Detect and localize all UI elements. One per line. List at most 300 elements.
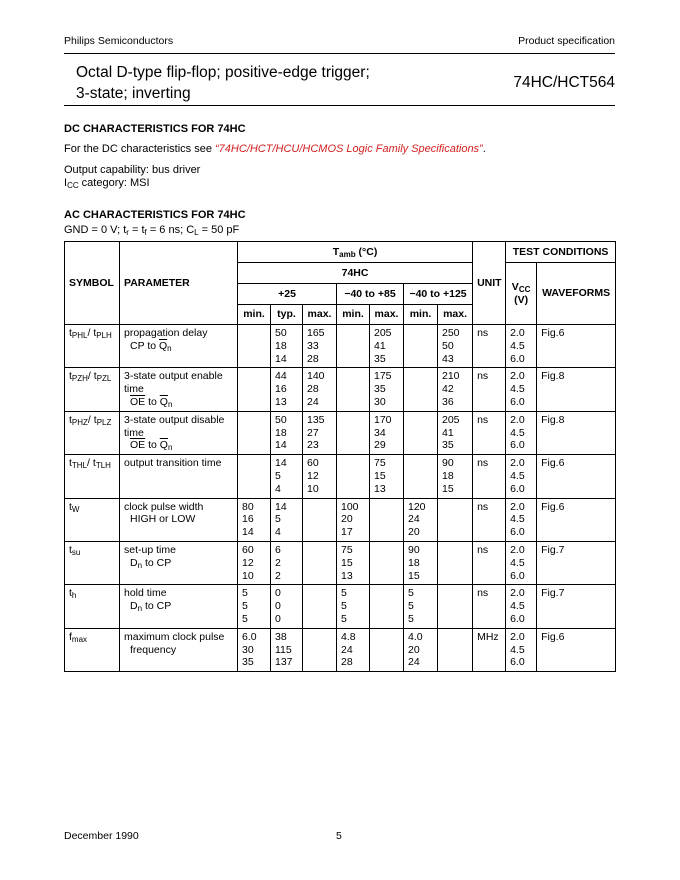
- cell-value: 5: [242, 600, 248, 613]
- param-text: set-up time: [124, 543, 176, 556]
- col-max-25: max.: [303, 305, 337, 325]
- cell-value: 10: [242, 569, 254, 582]
- cell-max-25: [303, 411, 337, 454]
- cell-max-85: [370, 628, 404, 671]
- d-sub: n: [137, 560, 143, 570]
- cell-symbol: [65, 628, 120, 671]
- cell-value: 6.0: [510, 612, 525, 625]
- cell-value: 20: [408, 526, 420, 539]
- cell-value: 175: [374, 370, 392, 383]
- sym-sub: PLH: [96, 331, 112, 340]
- cell-waveform[interactable]: Fig.8: [537, 411, 616, 454]
- cell-value: 2.0: [510, 587, 525, 600]
- cell-value: 0: [275, 587, 281, 600]
- cell-max-85: [370, 498, 404, 541]
- cell-value: 5: [408, 612, 414, 625]
- cell-value: 14: [275, 500, 287, 513]
- sym-sub: TLH: [95, 461, 111, 471]
- cell-unit: ns: [473, 498, 506, 541]
- cell-value: 5: [341, 587, 347, 600]
- cell-max-125: [438, 455, 473, 498]
- cell-value: 27: [307, 426, 319, 439]
- sym: t: [69, 413, 72, 426]
- cell-vcc: [506, 585, 537, 628]
- cell-value: 6.0: [510, 352, 525, 365]
- cell-value: 5: [275, 513, 281, 526]
- cell-value: 6: [275, 543, 281, 556]
- cell-value: 4.5: [510, 339, 525, 352]
- cell-value: 75: [374, 457, 386, 470]
- cell-max-125: [438, 368, 473, 411]
- cell-typ-25: [271, 411, 303, 454]
- cell-max-25: [303, 541, 337, 584]
- sym: t: [69, 543, 72, 556]
- cell-min-85: [337, 585, 370, 628]
- cell-value: 4.5: [510, 643, 525, 656]
- cell-value: 35: [374, 383, 386, 396]
- cell-min-125: [404, 455, 438, 498]
- cell-min-25: [238, 368, 271, 411]
- cell-value: 5: [341, 612, 347, 625]
- sym: t: [93, 413, 97, 426]
- cell-max-25: [303, 628, 337, 671]
- dc-intro-end: .: [482, 143, 486, 155]
- cell-value: 15: [408, 569, 420, 582]
- col-t85: −40 to +85: [337, 284, 404, 305]
- cell-value: 6.0: [510, 482, 525, 495]
- cell-value: 6.0: [510, 439, 525, 452]
- table-row: [65, 411, 616, 454]
- tamb-prefix: T: [332, 245, 340, 258]
- cell-unit: ns: [473, 325, 506, 368]
- cell-value: 17: [341, 526, 353, 539]
- to-cp: to CP: [142, 556, 172, 569]
- cell-value: 0: [275, 600, 281, 613]
- cell-min-85: [337, 541, 370, 584]
- cell-value: 4.5: [510, 426, 525, 439]
- cell-value: 14: [275, 439, 287, 452]
- sym-sub: h: [71, 591, 77, 601]
- icc-category: [64, 176, 150, 190]
- param-detail: [124, 439, 172, 452]
- cell-parameter: [120, 498, 238, 541]
- table-row: [65, 455, 616, 498]
- sym-sub: PZL: [96, 374, 112, 384]
- doc-type: Product specification: [518, 35, 615, 47]
- cell-value: 205: [442, 413, 460, 426]
- cell-vcc: [506, 325, 537, 368]
- cell-waveform[interactable]: Fig.7: [537, 585, 616, 628]
- cell-max-125: [438, 498, 473, 541]
- sym-sub: THL: [71, 461, 88, 471]
- cell-min-25: [238, 585, 271, 628]
- dc-heading: DC CHARACTERISTICS FOR 74HC: [64, 123, 246, 135]
- table-row: [65, 368, 616, 411]
- col-min-25: min.: [238, 305, 271, 325]
- sym-sub: PHZ: [71, 417, 88, 427]
- header-rule: [64, 53, 615, 54]
- cell-max-25: [303, 498, 337, 541]
- cell-value: 16: [275, 383, 287, 396]
- cell-value: 165: [307, 327, 325, 339]
- col-max-85: max.: [370, 305, 404, 325]
- q-sub: n: [167, 343, 172, 353]
- cell-min-125: [404, 368, 438, 411]
- cell-vcc: [506, 455, 537, 498]
- col-max-125: max.: [438, 305, 473, 325]
- sym: t: [93, 327, 97, 339]
- to-text: to: [145, 395, 160, 408]
- col-waveforms: WAVEFORMS: [537, 263, 616, 325]
- cell-min-25: [238, 498, 271, 541]
- sym: t: [69, 500, 72, 513]
- sym-sep: /: [87, 457, 93, 470]
- cell-max-85: [370, 325, 404, 368]
- sym: t: [69, 587, 72, 600]
- cell-value: 100: [341, 500, 359, 513]
- title-line-2: 3-state; inverting: [76, 85, 191, 102]
- cell-value: 50: [275, 327, 287, 339]
- col-tamb: [238, 242, 473, 263]
- cell-min-85: [337, 368, 370, 411]
- icc-sub: CC: [67, 181, 79, 190]
- cell-value: 28: [341, 656, 353, 669]
- cell-value: 2.0: [510, 500, 525, 513]
- vcc-prefix: V: [511, 280, 519, 293]
- cell-value: 50: [442, 339, 454, 352]
- cell-max-125: [438, 585, 473, 628]
- company-name: Philips Semiconductors: [64, 35, 174, 47]
- cell-value: 2.0: [510, 630, 525, 643]
- cell-waveform[interactable]: Fig.6: [537, 455, 616, 498]
- cell-max-25: [303, 325, 337, 368]
- cell-min-85: [337, 325, 370, 368]
- cell-max-85: [370, 541, 404, 584]
- cell-value: 75: [341, 543, 353, 556]
- cell-min-25: [238, 541, 271, 584]
- param-text: maximum clock pulse: [124, 630, 225, 643]
- cell-value: 4.0: [408, 630, 423, 643]
- param-detail: [124, 340, 172, 353]
- col-test-conditions: TEST CONDITIONS: [506, 242, 616, 263]
- cell-value: 2.0: [510, 327, 525, 339]
- param-text: clock pulse width: [124, 500, 204, 513]
- col-vcc: [506, 263, 537, 325]
- cell-value: 5: [242, 612, 248, 625]
- sym-sub: su: [71, 547, 81, 557]
- q-bar: $\overline{Q}$: [159, 339, 168, 352]
- cell-min-125: [404, 585, 438, 628]
- cell-symbol: [65, 541, 120, 584]
- ac-characteristics-table: [64, 241, 616, 672]
- doc-title: [76, 62, 436, 104]
- cond-part-a: GND = 0 V; t: [64, 224, 127, 236]
- cell-value: 41: [442, 426, 454, 439]
- sym-sub: max: [71, 634, 88, 644]
- cell-value: 140: [307, 370, 325, 383]
- cell-value: 80: [242, 500, 254, 513]
- col-t125: −40 to +125: [404, 284, 473, 305]
- cell-typ-25: [271, 628, 303, 671]
- cell-value: 6.0: [510, 526, 525, 539]
- cell-symbol: [65, 325, 120, 368]
- cell-value: 5: [408, 587, 414, 600]
- cell-vcc: [506, 628, 537, 671]
- cell-value: 36: [442, 395, 454, 408]
- cell-value: 35: [242, 656, 254, 669]
- footer-date: December 1990: [64, 830, 139, 842]
- icc-prefix: I: [64, 177, 68, 189]
- sym-sep: /: [87, 327, 94, 339]
- cell-unit: ns: [473, 585, 506, 628]
- cell-max-25: [303, 368, 337, 411]
- cond-part-d: = 50 pF: [198, 224, 240, 236]
- d-sub: n: [137, 604, 143, 614]
- cell-min-125: [404, 325, 438, 368]
- cell-value: 2: [275, 569, 281, 582]
- cell-max-125: [438, 541, 473, 584]
- cell-value: 2.0: [510, 413, 525, 426]
- cell-parameter: [120, 455, 238, 498]
- cell-parameter: [120, 541, 238, 584]
- cell-min-85: [337, 628, 370, 671]
- cell-value: 33: [307, 339, 319, 352]
- cell-min-25: [238, 628, 271, 671]
- cell-value: 2.0: [510, 543, 525, 556]
- cell-value: 35: [442, 439, 454, 452]
- cell-vcc: [506, 498, 537, 541]
- cell-value: 24: [408, 656, 420, 669]
- param-text: propagation delay: [124, 327, 208, 339]
- cell-min-125: [404, 541, 438, 584]
- q-sub: n: [167, 443, 173, 453]
- q-sub: n: [167, 399, 173, 409]
- cell-value: 24: [408, 513, 420, 526]
- cell-value: 28: [307, 352, 319, 365]
- sym: t: [69, 370, 72, 383]
- cell-value: 50: [275, 413, 287, 426]
- cell-waveform[interactable]: Fig.6: [537, 628, 616, 671]
- param-text: hold time: [124, 587, 167, 600]
- cell-value: 90: [408, 543, 420, 556]
- col-min-125: min.: [404, 305, 438, 325]
- cell-parameter: [120, 368, 238, 411]
- cell-value: 14: [275, 352, 287, 365]
- col-symbol: SYMBOL: [65, 242, 120, 325]
- sym-sub: PLZ: [96, 417, 112, 427]
- oe-bar: $\overline{OE}$: [130, 395, 146, 408]
- col-family: 74HC: [238, 263, 473, 284]
- cell-waveform[interactable]: Fig.8: [537, 368, 616, 411]
- cond-sub-r: r: [126, 228, 129, 237]
- oe-bar: $\overline{OE}$: [130, 439, 146, 452]
- cell-value: 120: [408, 500, 426, 513]
- to-text: to: [145, 439, 160, 452]
- cell-min-85: [337, 498, 370, 541]
- title-line-1: Octal D-type flip-flop; positive-edge trigger;: [76, 64, 370, 81]
- cell-value: 135: [307, 413, 325, 426]
- title-rule: [64, 105, 615, 106]
- cell-value: 41: [374, 339, 386, 352]
- cell-max-125: [438, 325, 473, 368]
- cell-vcc: [506, 411, 537, 454]
- cell-unit: ns: [473, 411, 506, 454]
- cell-value: 0: [275, 612, 281, 625]
- cell-value: 20: [341, 513, 353, 526]
- sym: t: [69, 457, 72, 470]
- cell-value: 2: [275, 556, 281, 569]
- cell-value: 4.8: [341, 630, 356, 643]
- icc-rest: category: MSI: [78, 177, 150, 189]
- d-text: D: [130, 556, 138, 569]
- cell-parameter: [120, 325, 238, 368]
- cond-part-c: = 6 ns; C: [146, 224, 195, 236]
- cell-min-25: [238, 325, 271, 368]
- family-spec-link[interactable]: “74HC/HCT/HCU/HCMOS Logic Family Specifications”: [215, 143, 483, 155]
- cell-min-125: [404, 498, 438, 541]
- cell-symbol: [65, 498, 120, 541]
- cell-value: 5: [408, 600, 414, 613]
- cell-typ-25: [271, 325, 303, 368]
- sym-sub: PZH: [71, 374, 88, 384]
- cell-value: 170: [374, 413, 392, 426]
- cell-symbol: [65, 585, 120, 628]
- cell-max-125: [438, 628, 473, 671]
- to-cp: to CP: [142, 600, 172, 613]
- cell-value: 4: [275, 482, 281, 495]
- cell-vcc: [506, 541, 537, 584]
- cond-part-b: = t: [128, 224, 145, 236]
- sym-sub: W: [71, 504, 80, 514]
- cell-max-25: [303, 455, 337, 498]
- table-row: [65, 498, 616, 541]
- cp-to: CP to: [130, 339, 159, 352]
- cell-value: 115: [275, 643, 292, 656]
- cell-symbol: [65, 368, 120, 411]
- param-text-2: time: [124, 383, 144, 396]
- table-row: [65, 325, 616, 368]
- cell-value: 18: [275, 426, 287, 439]
- q-bar: $\overline{Q}$: [159, 395, 168, 408]
- cell-value: 15: [374, 469, 386, 482]
- cell-min-85: [337, 411, 370, 454]
- cell-typ-25: [271, 498, 303, 541]
- col-unit: UNIT: [473, 242, 506, 325]
- cell-value: 30: [374, 395, 386, 408]
- cell-value: 29: [374, 439, 386, 452]
- cell-symbol: [65, 411, 120, 454]
- sym: t: [69, 327, 72, 339]
- cell-typ-25: [271, 368, 303, 411]
- param-detail: [124, 600, 171, 613]
- table-row: [65, 628, 616, 671]
- cell-value: 12: [307, 469, 319, 482]
- param-detail: frequency: [130, 643, 177, 656]
- cell-value: 205: [374, 327, 392, 339]
- cell-value: 5: [341, 600, 347, 613]
- cell-value: 30: [242, 643, 254, 656]
- cell-value: 60: [307, 457, 319, 470]
- cell-value: 38: [275, 630, 287, 643]
- cell-waveform[interactable]: Fig.6: [537, 325, 616, 368]
- cell-typ-25: [271, 585, 303, 628]
- cell-unit: ns: [473, 455, 506, 498]
- cell-value: 14: [242, 526, 254, 539]
- table-row: [65, 585, 616, 628]
- cell-value: 4: [275, 526, 281, 539]
- cell-value: 137: [275, 656, 293, 669]
- cell-value: 250: [442, 327, 460, 339]
- cell-waveform[interactable]: Fig.7: [537, 541, 616, 584]
- param-text: output transition time: [124, 457, 222, 470]
- ac-conditions: [64, 223, 239, 237]
- cell-value: 4.5: [510, 469, 525, 482]
- col-t25: +25: [238, 284, 337, 305]
- cell-max-25: [303, 585, 337, 628]
- cell-max-85: [370, 411, 404, 454]
- cell-value: 5: [242, 587, 248, 600]
- vcc-unit: (V): [514, 293, 529, 306]
- cell-value: 42: [442, 383, 454, 396]
- cell-value: 13: [374, 482, 386, 495]
- cell-max-85: [370, 455, 404, 498]
- q-bar: $\overline{Q}$: [159, 439, 168, 452]
- cell-vcc: [506, 368, 537, 411]
- cell-unit: ns: [473, 541, 506, 584]
- cell-value: 23: [307, 439, 319, 452]
- cell-value: 24: [341, 643, 353, 656]
- param-detail: [124, 557, 171, 570]
- sym-sep: /: [87, 370, 94, 383]
- output-capability: Output capability: bus driver: [64, 164, 201, 176]
- cell-value: 6.0: [242, 630, 257, 643]
- col-min-85: min.: [337, 305, 370, 325]
- cell-value: 24: [307, 395, 319, 408]
- cell-value: 6.0: [510, 569, 525, 582]
- cell-max-85: [370, 368, 404, 411]
- col-typ-25: typ.: [271, 305, 303, 325]
- cell-min-125: [404, 411, 438, 454]
- cell-parameter: [120, 411, 238, 454]
- cell-value: 16: [242, 513, 254, 526]
- cell-value: 12: [242, 556, 254, 569]
- cell-value: 15: [341, 556, 353, 569]
- cell-value: 10: [307, 482, 319, 495]
- tamb-suffix: (°C): [355, 245, 378, 258]
- cell-waveform[interactable]: Fig.6: [537, 498, 616, 541]
- param-text: 3-state output disable: [124, 413, 225, 426]
- page-number: 5: [336, 830, 342, 842]
- vcc-sub: CC: [518, 284, 531, 294]
- cell-value: 6.0: [510, 395, 525, 408]
- ac-heading: AC CHARACTERISTICS FOR 74HC: [64, 209, 246, 221]
- cell-symbol: [65, 455, 120, 498]
- cell-parameter: [120, 628, 238, 671]
- cell-unit: ns: [473, 368, 506, 411]
- param-text-2: time: [124, 426, 144, 439]
- table-row: [65, 541, 616, 584]
- cell-value: 2.0: [510, 457, 525, 470]
- cell-max-85: [370, 585, 404, 628]
- col-parameter: PARAMETER: [120, 242, 238, 325]
- cell-value: 20: [408, 643, 420, 656]
- cell-value: 4.5: [510, 556, 525, 569]
- cell-value: 43: [442, 352, 454, 365]
- cell-value: 18: [442, 469, 454, 482]
- cell-value: 5: [275, 469, 281, 482]
- tamb-sub: amb: [339, 249, 356, 259]
- cell-value: 15: [442, 482, 454, 495]
